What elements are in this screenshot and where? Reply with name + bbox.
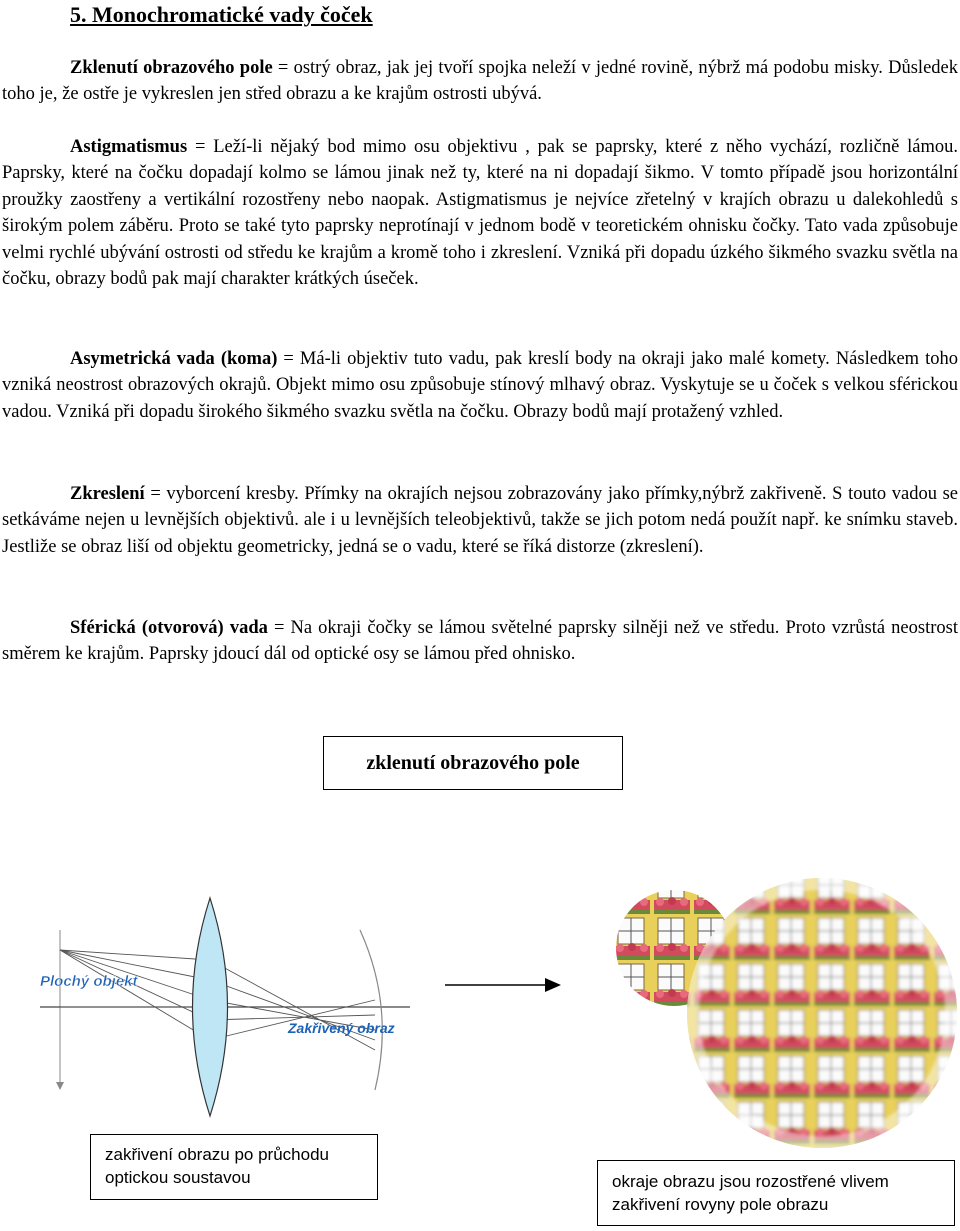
paragraph-field-curvature — [2, 55, 958, 108]
flat-object-arrowhead — [56, 1082, 64, 1090]
paragraph-astigmatism — [2, 134, 958, 292]
text-coma: = Má-li objektiv tuto vadu, pak kreslí body na okraji jako malé komety. Následkem toho vzniká neostrost obrazových okrajů. Objekt mimo osu způsobuje stínový mlhavý obraz. Vyskytuje se u čoček s velkou sférickou vadou. Vzniká při dopadu širokého šikmého svazku světla na čočku. Obrazy bodů mají protažený vzhled. — [2, 349, 958, 422]
arrow-icon — [445, 975, 565, 995]
curved-image-line — [360, 930, 382, 1090]
term-coma: Asymetrická vada (koma) — [70, 349, 278, 369]
paragraph-coma — [2, 346, 958, 425]
label-flat-object: Plochý objekt — [40, 973, 138, 990]
term-field-curvature: Zklenutí obrazového pole — [70, 58, 273, 78]
text-spherical: = Na okraji čočky se lámou světelné paprsky silněji než ve středu. Proto vzrůstá neostrost směrem ke krajům. Paprsky jdoucí dál od optické osy se lámou před ohnisko. — [2, 618, 958, 665]
label-curved-image: Zakřivený obraz — [288, 1020, 395, 1036]
blurred-edges-photo — [612, 868, 960, 1148]
term-astigmatism: Astigmatismus — [70, 137, 188, 157]
text-astigmatism: = Leží-li nějaký bod mimo osu objektivu , pak se paprsky, které z něho vychází, rozličně lámou. Paprsky, které na čočku dopadají kolmo se lámou jinak než ty, které na ni dopadají šikmo. V tomto případě jsou horizontální proužky zaostřeny a vertikální rozostřeny nebo naopak. Astigmatismus je nejvíce zřetelný v krajích obrazu u dalekohledů s širokým polem záběru. Proto se také tyto paprsky neprotínají v jednom bodě v teoretickém ohnisku čočky. Tato vada způsobuje velmi rychlé ubývání ostrosti od středu ke krajům a kromě toho i zkreslení. Vzniká při dopadu úzkého šikmého svazku světla na čočku, obrazy bodů pak mají charakter krátkých úseček. — [2, 137, 958, 290]
text-field-curvature: = ostrý obraz, jak jej tvoří spojka neleží v jedné rovině, nýbrž má podobu misky. Důsledek toho je, že ostře je vykreslen jen střed obrazu a ke krajům ostrosti ubývá. — [2, 58, 958, 105]
large-photo-circle — [682, 873, 960, 1148]
page-title: 5. Monochromatické vady čoček — [70, 2, 373, 27]
caption-right-box: okraje obrazu jsou rozostřené vlivem zakřivení rovyny pole obrazu — [597, 1160, 955, 1226]
paragraph-distortion — [2, 481, 958, 560]
caption-left-box: zakřivení obrazu po průchodu optickou soustavou — [90, 1134, 378, 1200]
term-distortion: Zkreslení — [70, 484, 145, 504]
paragraph-spherical — [2, 615, 958, 668]
figure-title-box: zklenutí obrazového pole — [323, 736, 623, 790]
text-distortion: = vyborcení kresby. Přímky na okrajích nejsou zobrazovány jako přímky,nýbrž zakřiveně. S touto vadou se setkáváme nejen u levnějších objektivů. ale i u levnějších teleobjektivů, takže se jich potom nedá použít např. ke snímku staveb. Jestliže se obraz liší od objektu geometricky, jedná se o vadu, které se říká distorze (zkreslení). — [2, 484, 958, 557]
lens-shape — [193, 898, 228, 1116]
term-spherical: Sférická (otvorová) vada — [70, 618, 268, 638]
lens-diagram — [30, 890, 430, 1120]
